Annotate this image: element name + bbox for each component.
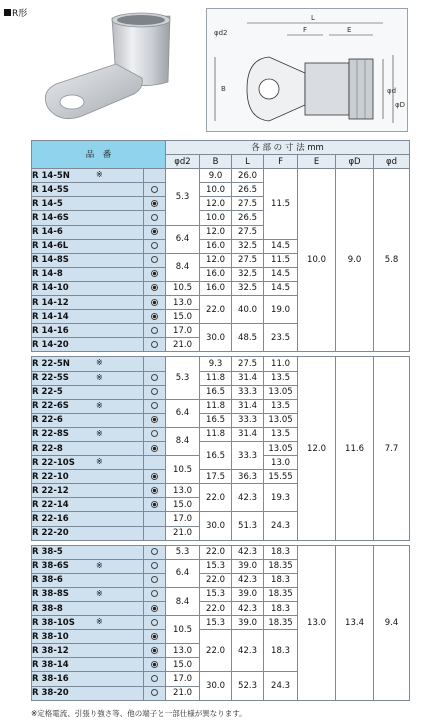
- dim-B-cell: 16.5: [200, 385, 232, 399]
- availability-cell: [144, 239, 166, 253]
- part-number-text: R 14-20: [32, 339, 69, 350]
- availability-cell: [144, 211, 166, 225]
- dim-B-cell: 22.0: [200, 573, 232, 587]
- dim-F-cell: 18.3: [264, 630, 298, 672]
- part-number-text: R 22-14: [32, 499, 69, 510]
- col-header: φD: [336, 155, 374, 169]
- open-circle-icon: [151, 256, 158, 263]
- open-circle-icon: [151, 186, 158, 193]
- dim-L-cell: 33.3: [232, 385, 264, 399]
- dim-B-cell: 22.0: [200, 602, 232, 616]
- availability-cell: [144, 357, 166, 371]
- dim-d2-cell: 21.0: [166, 338, 200, 352]
- open-circle-icon: [151, 619, 158, 626]
- dim-F-cell: 11.5: [264, 169, 298, 239]
- dim-B-label: B: [221, 85, 226, 93]
- filled-circle-icon: [151, 605, 158, 612]
- dim-F-cell: 13.5: [264, 399, 298, 413]
- part-number-text: R 22-6S: [32, 401, 69, 412]
- dim-d2-cell: 8.4: [166, 427, 200, 455]
- dim-F-cell: 19.0: [264, 296, 298, 324]
- part-number: [32, 602, 144, 616]
- dim-L-cell: 42.3: [232, 573, 264, 587]
- open-circle-icon: [151, 388, 158, 395]
- availability-cell: [144, 587, 166, 601]
- part-number-text: R 38-6: [32, 575, 63, 586]
- part-number-text: R 38-6S: [32, 561, 69, 572]
- dim-B-cell: 30.0: [200, 324, 232, 352]
- part-number-text: R 38-10: [32, 631, 69, 642]
- part-number-text: R 22-12: [32, 485, 69, 496]
- dim-D-label: φD: [395, 101, 406, 109]
- availability-cell: [144, 183, 166, 197]
- availability-cell: [144, 371, 166, 385]
- part-number: [32, 183, 144, 197]
- dim-d2-cell: 8.4: [166, 253, 200, 281]
- dim-F-cell: 18.3: [264, 573, 298, 587]
- part-number: [32, 385, 144, 399]
- dim-phid-cell: 9.4: [374, 545, 410, 700]
- dim-phid-cell: 7.7: [374, 357, 410, 540]
- dim-d2-cell: 21.0: [166, 526, 200, 540]
- dim-B-cell: 11.8: [200, 399, 232, 413]
- dim-d2-cell: 6.4: [166, 225, 200, 253]
- availability-cell: [144, 253, 166, 267]
- open-circle-icon: [151, 689, 158, 696]
- dim-phid-cell: 5.8: [374, 169, 410, 352]
- dim-B-cell: 16.5: [200, 441, 232, 469]
- availability-cell: [144, 427, 166, 441]
- part-number-text: R 14-14: [32, 311, 69, 322]
- footnote: ※定格電流、引張り強さ等、他の端子と一部仕様が異なります。: [31, 709, 247, 718]
- dimensions-header: 各 部 の 寸 法 mm: [166, 141, 410, 155]
- part-number: [32, 324, 144, 338]
- dim-d2-cell: 13.0: [166, 296, 200, 310]
- square-bullet-icon: [4, 9, 11, 16]
- availability-cell: [144, 658, 166, 672]
- dim-L-cell: 26.0: [232, 169, 264, 183]
- dim-F-cell: 14.5: [264, 281, 298, 295]
- availability-cell: [144, 672, 166, 686]
- dim-F-cell: 13.5: [264, 427, 298, 441]
- dim-B-cell: 12.0: [200, 225, 232, 239]
- dim-F-cell: 24.3: [264, 512, 298, 540]
- part-number-text: R 22-8S: [32, 429, 69, 440]
- dim-B-cell: 15.3: [200, 616, 232, 630]
- filled-circle-icon: [151, 445, 158, 452]
- dim-L-cell: 31.4: [232, 399, 264, 413]
- availability-cell: [144, 296, 166, 310]
- note-star: ※: [96, 617, 103, 627]
- availability-cell: [144, 498, 166, 512]
- dim-d2-cell: 13.0: [166, 484, 200, 498]
- dim-F-cell: 19.3: [264, 484, 298, 512]
- filled-circle-icon: [151, 633, 158, 640]
- availability-cell: [144, 413, 166, 427]
- open-circle-icon: [151, 576, 158, 583]
- filled-circle-icon: [151, 284, 158, 291]
- dim-F-cell: 15.55: [264, 470, 298, 484]
- part-number-text: R 14-12: [32, 297, 69, 308]
- part-number: [32, 267, 144, 281]
- dim-L-cell: 33.3: [232, 413, 264, 427]
- availability-cell: [144, 512, 166, 526]
- dim-d2-cell: 13.0: [166, 644, 200, 658]
- filled-circle-icon: [151, 501, 158, 508]
- filled-circle-icon: [151, 200, 158, 207]
- dim-F-cell: 14.5: [264, 239, 298, 253]
- open-circle-icon: [151, 341, 158, 348]
- filled-circle-icon: [151, 416, 158, 423]
- dim-B-cell: 22.0: [200, 545, 232, 559]
- availability-cell: [144, 686, 166, 700]
- dim-d2-cell: 15.0: [166, 658, 200, 672]
- part-number: [32, 630, 144, 644]
- col-header: B: [200, 155, 232, 169]
- part-number: [32, 587, 144, 601]
- open-circle-icon: [151, 214, 158, 221]
- note-star: ※: [96, 560, 103, 570]
- dim-L-cell: 51.3: [232, 512, 264, 540]
- dim-B-cell: 16.0: [200, 239, 232, 253]
- part-number: [32, 441, 144, 455]
- availability-cell: [144, 267, 166, 281]
- part-number: [32, 658, 144, 672]
- dim-L-cell: 40.0: [232, 296, 264, 324]
- part-number: [32, 253, 144, 267]
- part-number: [32, 559, 144, 573]
- availability-cell: [144, 310, 166, 324]
- availability-cell: [144, 338, 166, 352]
- dim-B-cell: 15.3: [200, 587, 232, 601]
- part-number-text: R 14-6L: [32, 241, 69, 252]
- dim-E-cell: 13.0: [298, 545, 336, 700]
- dim-B-cell: 9.3: [200, 357, 232, 371]
- type-label-text: R形: [12, 9, 28, 19]
- dim-B-cell: 16.0: [200, 281, 232, 295]
- filled-circle-icon: [151, 647, 158, 654]
- dim-E-cell: 10.0: [298, 169, 336, 352]
- filled-circle-icon: [151, 661, 158, 668]
- dim-L-cell: 31.4: [232, 371, 264, 385]
- dim-L-cell: 42.3: [232, 630, 264, 672]
- part-number: [32, 672, 144, 686]
- part-number: [32, 281, 144, 295]
- availability-cell: [144, 399, 166, 413]
- part-number: [32, 484, 144, 498]
- part-number-text: R 38-20: [32, 688, 69, 699]
- part-number: [32, 357, 144, 371]
- part-number: [32, 686, 144, 700]
- part-number: [32, 296, 144, 310]
- dim-L-cell: 42.3: [232, 545, 264, 559]
- dim-d2-cell: 17.0: [166, 324, 200, 338]
- part-number-text: R 22-16: [32, 513, 69, 524]
- part-number-text: R 14-6S: [32, 213, 69, 224]
- dim-F-cell: 11.0: [264, 357, 298, 371]
- dim-B-cell: 30.0: [200, 512, 232, 540]
- part-number-text: R 22-5N: [32, 358, 70, 369]
- availability-cell: [144, 470, 166, 484]
- part-number-text: R 14-5N: [32, 170, 70, 181]
- availability-cell: [144, 197, 166, 211]
- part-number-text: R 14-8: [32, 269, 63, 280]
- dim-d2-cell: 6.4: [166, 399, 200, 427]
- note-star: ※: [96, 457, 103, 467]
- availability-cell: [144, 484, 166, 498]
- dim-B-cell: 15.3: [200, 559, 232, 573]
- dim-B-cell: 12.0: [200, 197, 232, 211]
- dim-F-cell: 23.5: [264, 324, 298, 352]
- availability-cell: [144, 441, 166, 455]
- dim-L-cell: 27.5: [232, 197, 264, 211]
- dim-d2-cell: 21.0: [166, 686, 200, 700]
- part-number: [32, 512, 144, 526]
- dim-phiD-cell: 13.4: [336, 545, 374, 700]
- dim-d2-cell: 8.4: [166, 587, 200, 615]
- product-illustration-area: [0, 0, 430, 132]
- availability-cell: [144, 559, 166, 573]
- dim-L-cell: 36.3: [232, 470, 264, 484]
- part-number: [32, 498, 144, 512]
- dim-d2-cell: 15.0: [166, 310, 200, 324]
- table-row: [32, 169, 410, 183]
- dim-F-cell: 13.0: [264, 456, 298, 470]
- part-number-text: R 38-5: [32, 547, 63, 558]
- part-number-text: R 22-10: [32, 471, 69, 482]
- part-number: [32, 399, 144, 413]
- dim-F-cell: 18.3: [264, 545, 298, 559]
- open-circle-icon: [151, 548, 158, 555]
- dim-L-cell: 42.3: [232, 602, 264, 616]
- availability-cell: [144, 644, 166, 658]
- dim-B-cell: 22.0: [200, 630, 232, 672]
- dim-phiD-cell: 9.0: [336, 169, 374, 352]
- part-number-text: R 14-10: [32, 283, 69, 294]
- open-circle-icon: [151, 402, 158, 409]
- part-number-text: R 14-6: [32, 227, 63, 238]
- dim-d2-cell: 17.0: [166, 672, 200, 686]
- dim-d2-cell: 5.3: [166, 357, 200, 399]
- open-circle-icon: [151, 242, 158, 249]
- dim-L-cell: 32.5: [232, 267, 264, 281]
- part-number: [32, 616, 144, 630]
- dim-L-cell: 27.5: [232, 253, 264, 267]
- part-number-text: R 14-16: [32, 325, 69, 336]
- part-number: [32, 427, 144, 441]
- dim-E-cell: 12.0: [298, 357, 336, 540]
- dim-B-cell: 22.0: [200, 484, 232, 512]
- dim-F-cell: 24.3: [264, 672, 298, 700]
- dim-B-cell: 16.5: [200, 413, 232, 427]
- dim-F-label: F: [303, 26, 308, 34]
- spec-table: [31, 140, 410, 701]
- part-number-text: R 38-8S: [32, 589, 69, 600]
- part-number: [32, 470, 144, 484]
- dim-F-cell: 18.3: [264, 602, 298, 616]
- dim-d-label: φd: [387, 87, 397, 95]
- col-header: φd: [374, 155, 410, 169]
- availability-cell: [144, 225, 166, 239]
- part-number-header: 品 番: [32, 141, 166, 169]
- part-number-text: R 38-8: [32, 603, 63, 614]
- note-star: ※: [96, 400, 103, 410]
- dim-B-cell: 10.0: [200, 183, 232, 197]
- part-number: [32, 239, 144, 253]
- availability-cell: [144, 169, 166, 183]
- dim-d2-cell: 5.3: [166, 169, 200, 225]
- dim-L-cell: 31.4: [232, 427, 264, 441]
- part-number: [32, 169, 144, 183]
- dim-B-cell: 17.5: [200, 470, 232, 484]
- part-number-text: R 22-10S: [32, 457, 75, 468]
- availability-cell: [144, 324, 166, 338]
- dim-d2-cell: 10.5: [166, 281, 200, 295]
- filled-circle-icon: [151, 299, 158, 306]
- dim-d2-cell: 5.3: [166, 545, 200, 559]
- availability-cell: [144, 526, 166, 540]
- dim-B-cell: 12.0: [200, 253, 232, 267]
- part-number: [32, 456, 144, 470]
- dim-F-cell: 18.35: [264, 559, 298, 573]
- dim-B-cell: 11.8: [200, 371, 232, 385]
- part-number-text: R 22-6: [32, 415, 63, 426]
- dim-E-label: E: [347, 26, 352, 34]
- part-number: [32, 413, 144, 427]
- part-number-text: R 38-10S: [32, 617, 75, 628]
- part-number-text: R 14-5: [32, 198, 63, 209]
- note-star: ※: [96, 170, 103, 180]
- filled-circle-icon: [151, 487, 158, 494]
- part-number-text: R 38-14: [32, 659, 69, 670]
- part-number: [32, 310, 144, 324]
- dim-F-cell: 13.5: [264, 371, 298, 385]
- dim-d2-cell: 10.5: [166, 456, 200, 484]
- dim-L-cell: 39.0: [232, 587, 264, 601]
- dim-L-cell: 52.3: [232, 672, 264, 700]
- dim-L-cell: 27.5: [232, 357, 264, 371]
- dim-L-cell: 48.5: [232, 324, 264, 352]
- col-header: E: [298, 155, 336, 169]
- availability-cell: [144, 602, 166, 616]
- part-number: [32, 197, 144, 211]
- type-label: [4, 6, 27, 19]
- note-star: ※: [96, 588, 103, 598]
- dim-B-cell: 16.0: [200, 267, 232, 281]
- col-header: φd2: [166, 155, 200, 169]
- availability-cell: [144, 573, 166, 587]
- part-number: [32, 644, 144, 658]
- part-number: [32, 526, 144, 540]
- table-row: [32, 545, 410, 559]
- availability-cell: [144, 616, 166, 630]
- part-number: [32, 371, 144, 385]
- availability-cell: [144, 630, 166, 644]
- dim-L-cell: 39.0: [232, 559, 264, 573]
- dim-F-cell: 18.35: [264, 616, 298, 630]
- dim-B-cell: 30.0: [200, 672, 232, 700]
- filled-circle-icon: [151, 270, 158, 277]
- open-circle-icon: [151, 430, 158, 437]
- dim-F-cell: 18.35: [264, 587, 298, 601]
- part-number: [32, 225, 144, 239]
- part-number-text: R 14-5S: [32, 184, 69, 195]
- open-circle-icon: [151, 562, 158, 569]
- open-circle-icon: [151, 327, 158, 334]
- note-star: ※: [96, 428, 103, 438]
- dim-F-cell: 11.5: [264, 253, 298, 267]
- dim-B-cell: 9.0: [200, 169, 232, 183]
- filled-circle-icon: [151, 473, 158, 480]
- open-circle-icon: [151, 590, 158, 597]
- availability-cell: [144, 456, 166, 470]
- dim-d2-cell: 10.5: [166, 616, 200, 644]
- part-number-text: R 22-5S: [32, 373, 69, 384]
- dim-L-cell: 32.5: [232, 239, 264, 253]
- open-circle-icon: [151, 675, 158, 682]
- open-circle-icon: [151, 374, 158, 381]
- dim-L-cell: 39.0: [232, 616, 264, 630]
- dimension-drawing: [206, 8, 408, 132]
- terminal-photo: [38, 8, 178, 126]
- availability-cell: [144, 545, 166, 559]
- dim-B-cell: 11.8: [200, 427, 232, 441]
- filled-circle-icon: [151, 313, 158, 320]
- dim-L-label: L: [311, 14, 315, 22]
- dim-phiD-cell: 11.6: [336, 357, 374, 540]
- dim-L-cell: 32.5: [232, 281, 264, 295]
- part-number-text: R 38-16: [32, 674, 69, 685]
- dim-F-cell: 14.5: [264, 267, 298, 281]
- dim-B-cell: 22.0: [200, 296, 232, 324]
- dim-F-cell: 13.05: [264, 385, 298, 399]
- col-header: F: [264, 155, 298, 169]
- dim-L-cell: 33.3: [232, 441, 264, 469]
- part-number-text: R 22-8: [32, 443, 63, 454]
- dim-d2-label: φd2: [214, 29, 228, 37]
- availability-cell: [144, 281, 166, 295]
- part-number-text: R 14-8S: [32, 255, 69, 266]
- part-number: [32, 211, 144, 225]
- dim-F-cell: 13.05: [264, 441, 298, 455]
- availability-cell: [144, 385, 166, 399]
- part-number: [32, 573, 144, 587]
- dim-d2-cell: 6.4: [166, 559, 200, 587]
- filled-circle-icon: [151, 228, 158, 235]
- note-star: ※: [96, 358, 103, 368]
- dim-B-cell: 10.0: [200, 211, 232, 225]
- part-number: [32, 545, 144, 559]
- dim-d2-cell: 15.0: [166, 498, 200, 512]
- part-number-text: R 38-12: [32, 645, 69, 656]
- col-header: L: [232, 155, 264, 169]
- dim-L-cell: 27.5: [232, 225, 264, 239]
- note-star: ※: [96, 372, 103, 382]
- dim-L-cell: 26.5: [232, 183, 264, 197]
- dim-L-cell: 26.5: [232, 211, 264, 225]
- part-number: [32, 338, 144, 352]
- part-number-text: R 22-20: [32, 528, 69, 539]
- table-row: [32, 357, 410, 371]
- part-number-text: R 22-5: [32, 387, 63, 398]
- dim-d2-cell: 17.0: [166, 512, 200, 526]
- dim-L-cell: 42.3: [232, 484, 264, 512]
- dim-F-cell: 13.05: [264, 413, 298, 427]
